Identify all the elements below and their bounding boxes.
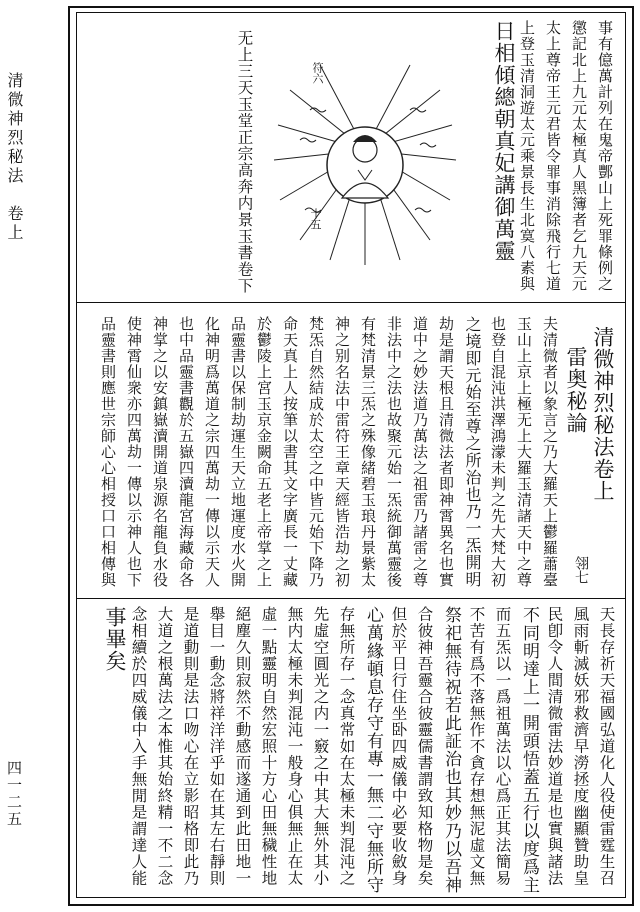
top-column-4: 上登玉清洞遊太元乘景長生北寞八素與 [518, 20, 536, 292]
middle-column-8: 有梵清景三炁之殊像緒碧玉琅丹景紫太 [359, 316, 377, 588]
bottom-column-11: 存無所存一念真常如在太極未判混沌之 [337, 606, 356, 887]
middle-column-18: 品靈書則應世宗師心心相授口口相傳與 [99, 316, 117, 588]
middle-column-11: 命天真上人按筆以書其文字廣長一丈藏 [281, 316, 299, 588]
bottom-column-10: 心萬緣頓息存守有專一無二守無所守 [363, 606, 383, 894]
middle-column-2: 玉山上京上極无上大羅玉清諸天中之尊 [515, 316, 533, 588]
middle-column-4: 之境即元始至尊之所治也乃一炁開明 [463, 316, 482, 588]
middle-column-5: 劫是謂天根且清微法者即神霄異名也實 [437, 316, 455, 588]
middle-column-12: 於鬱陵上宮玉京金闕命五老上帝掌之上 [255, 316, 273, 588]
middle-column-10: 梵炁自然結成於太空之中皆元始下降乃 [307, 316, 325, 588]
bottom-column-14: 虛一點靈明自然宏照十方心田無穢性地 [259, 606, 278, 887]
bottom-column-19: 念相續於四威儀中入手無閒是謂達人能 [129, 606, 148, 887]
bottom-column-17: 是道動則是法口吻心在立影昭格即此乃 [181, 606, 200, 887]
bottom-column-16: 舉目一動念將祥洋洋乎如在其左右靜則 [207, 606, 226, 887]
bottom-column-15: 絕塵久則寂然不動感而遂通到此田地一 [233, 606, 252, 887]
page-marker: 翎七 [573, 556, 589, 584]
middle-column-9: 神之别名法中雷符王章天經皆浩劫之初 [333, 316, 351, 588]
top-column-2: 懲記北上九元太極真人黑簿者乞九天元 [570, 20, 588, 292]
middle-column-17: 使神霄仙衆亦四萬劫一傳以示神人也下 [125, 316, 143, 588]
chapter-title: 清微神烈秘法卷上 [591, 326, 615, 502]
margin-page-number: 四一二五 [5, 760, 23, 828]
bottom-column-3: 民卽令人間清微雷法妙道是也實與諸法 [545, 606, 564, 887]
chapter-subtitle: 雷奥秘論 [564, 346, 588, 434]
bottom-column-18: 大道之根萬法之本惟其始終精一不二念 [155, 606, 174, 887]
section-divider-bottom [76, 598, 626, 599]
middle-column-16: 神掌之以安鎮嶽瀆開道泉源名龍負水役 [151, 316, 169, 588]
bottom-column-9: 但於平日行住坐卧四威儀中必要收斂身 [389, 606, 408, 887]
top-column-3: 太上尊帝王元君皆令罪事消除飛行七道 [544, 20, 562, 292]
section-divider-top [76, 302, 626, 303]
margin-book-title: 清微神烈秘法 卷上 [5, 72, 24, 243]
middle-column-1: 夫清微者以象言之乃大羅天上鬱羅蕭臺 [541, 316, 559, 588]
bottom-column-4: 不同明達上一開頭悟蓋五行以度爲主 [519, 606, 539, 894]
bottom-column-8: 合彼神吾靈合彼靈儒書謂致知格物是矣 [415, 606, 434, 887]
middle-column-7: 非法中之法也故聚元始一炁統御萬靈後 [385, 316, 403, 588]
deity-illustration [270, 50, 460, 270]
middle-column-3: 也登自混沌洪澤鴻濛未判之先大梵大初 [489, 316, 507, 588]
figure-label-bottom: 十五 [309, 208, 322, 230]
bottom-column-5: 而五炁以一爲祖萬法以心爲正其法簡易 [493, 606, 512, 887]
bottom-column-6: 不苦有爲不落無作不貪存想無泥虛文無 [467, 606, 486, 887]
bottom-column-7: 祭祀無待祝若此証治也其妙乃以吾神 [441, 606, 461, 894]
bottom-column-2: 風雨斬滅妖邪救濟早澇拯度幽顯贊助皇 [571, 606, 590, 887]
bottom-column-1: 天長存祈天福國弘道化人役使雷霆生召 [597, 606, 616, 887]
figure-label-top: 符六 [311, 62, 324, 84]
bottom-column-20: 事畢矣 [103, 606, 127, 672]
middle-column-6: 道中之妙法道乃萬法之祖雷乃諸雷之尊 [411, 316, 429, 588]
middle-column-14: 化神明爲萬道之宗四萬劫一傳以示天人 [203, 316, 221, 588]
illustration-caption: 无上三天玉堂正宗高奔内景玉書卷下 [235, 30, 254, 294]
top-column-1: 事有億萬計列在鬼帝酆山上死罪條例之 [596, 20, 614, 292]
bottom-column-12: 先虛空圓光之内一竅之中其大無外其小 [311, 606, 330, 887]
middle-column-13: 品靈書以保制劫運生天立地運度水火開 [229, 316, 247, 588]
middle-column-15: 也中品靈書觀於五嶽四瀆龍宮海藏命各 [177, 316, 195, 588]
top-column-5: 日相傾總朝真妃講御萬靈 [492, 20, 516, 262]
bottom-column-13: 無内太極未判混沌一般身心俱無止在太 [285, 606, 304, 887]
